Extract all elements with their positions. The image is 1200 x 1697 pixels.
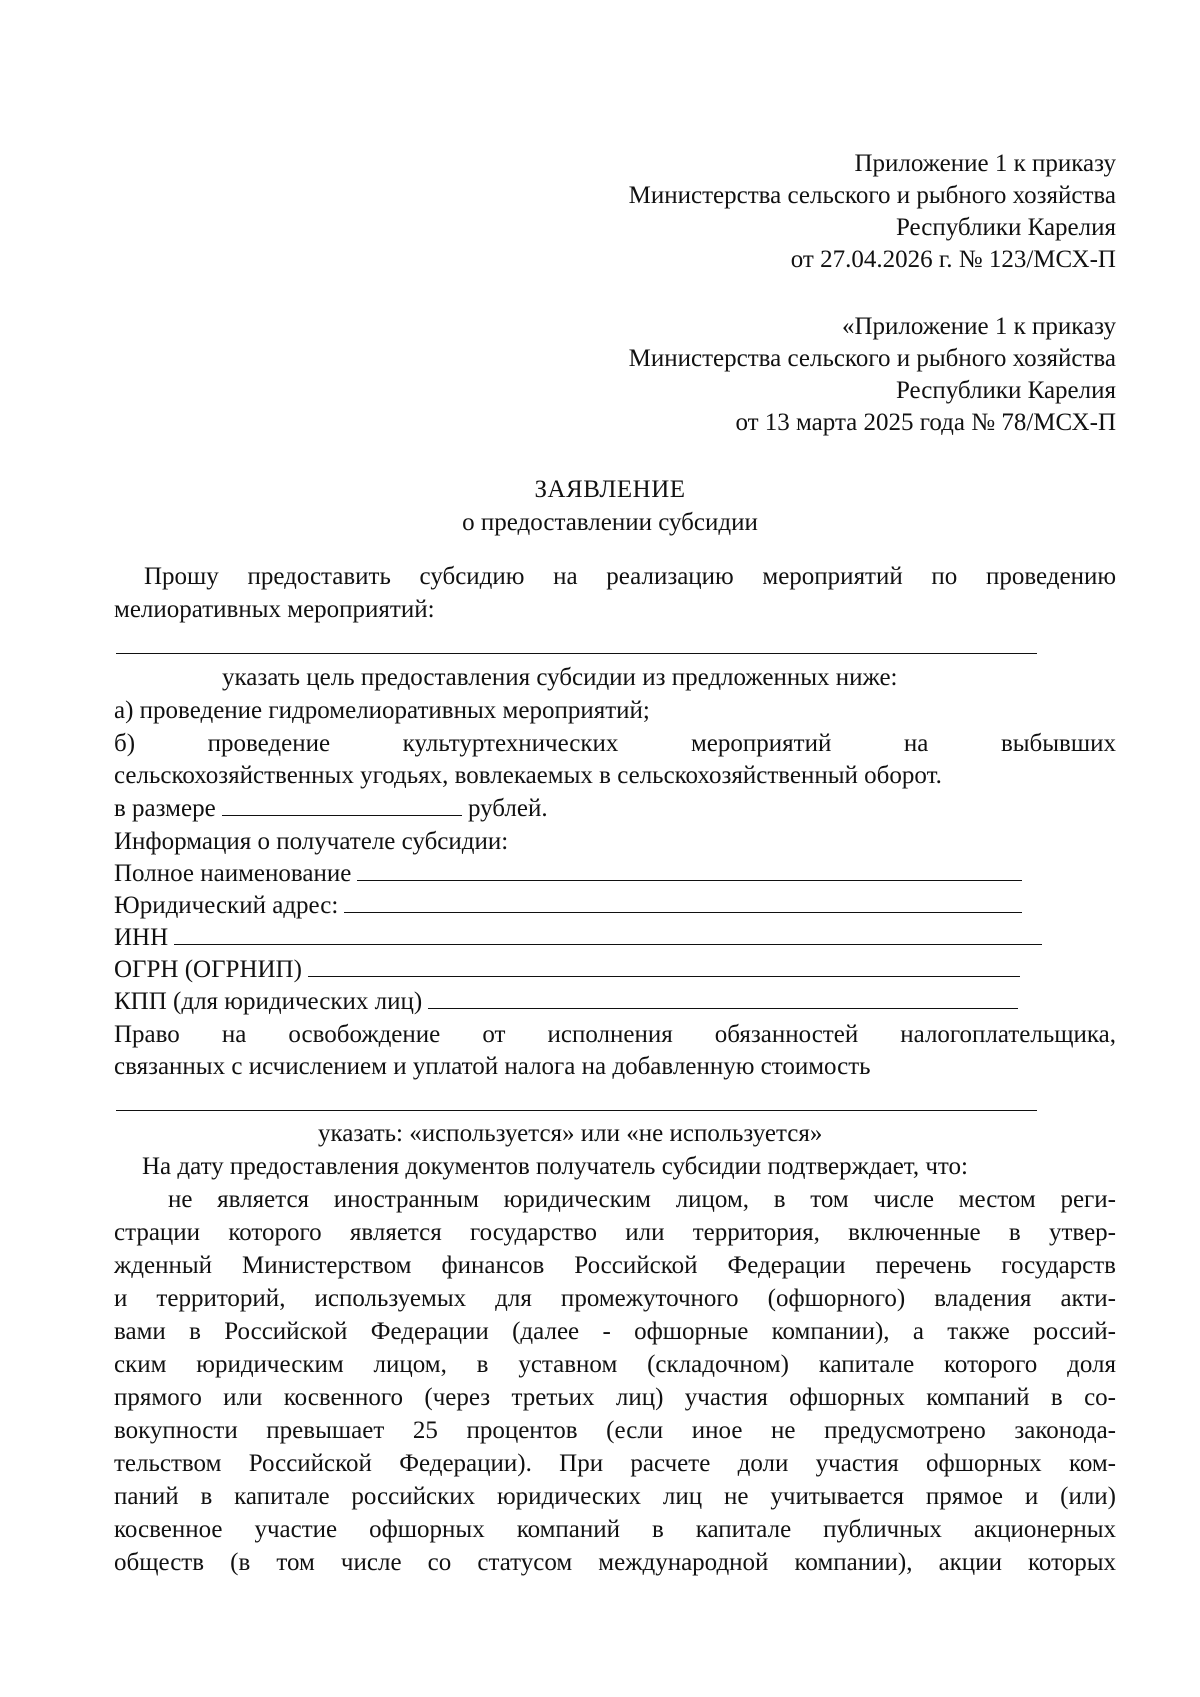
confirmation-line: обществ (в том числе со статусом международной компании), акции которых [114, 1549, 1116, 1576]
legal-address-row [114, 890, 1022, 922]
confirmation-line: и территорий, используемых для промежуточного (офшорного) владения акти- [114, 1285, 1116, 1312]
request-line1: Прошу предоставить субсидию на реализацию мероприятий по проведению [144, 563, 1116, 590]
header1-line3: Республики Карелия [895, 214, 1116, 241]
option-a: а) проведение гидромелиоративных мероприятий; [114, 697, 650, 724]
legal-address-blank [344, 890, 1022, 913]
option-b-line2: сельскохозяйственных угодьях, вовлекаемых в сельскохозяйственный оборот. [114, 762, 942, 789]
vat-hint: указать: «используется» или «не используется» [318, 1120, 823, 1147]
vat-line1: Право на освобождение от исполнения обязанностей налогоплательщика, [114, 1021, 1116, 1048]
confirmation-line: вокупности превышает 25 процентов (если иное не предусмотрено законода- [114, 1417, 1116, 1444]
full-name-label: Полное наименование [114, 860, 352, 887]
header2-line4: от 13 марта 2025 года № 78/МСХ-П [735, 409, 1116, 436]
amount-blank [222, 793, 462, 816]
kpp-row [114, 986, 1018, 1018]
confirmation-line: прямого или косвенного (через третьих лиц) участия офшорных компаний в со- [114, 1384, 1116, 1411]
header1-line1: Приложение 1 к приказу [854, 150, 1116, 177]
recipient-heading: Информация о получателе субсидии: [114, 828, 509, 855]
header2-line3: Республики Карелия [895, 377, 1116, 404]
full-name-blank [357, 858, 1022, 881]
document-subtitle: о предоставлении субсидии [462, 509, 758, 536]
confirmation-line: не является иностранным юридическим лицом, в том числе местом реги- [168, 1186, 1116, 1213]
amount-row [114, 793, 548, 825]
confirmation-line: жденный Министерством финансов Российской Федерации перечень государств [114, 1252, 1116, 1279]
full-name-row [114, 858, 1022, 890]
header2-line2: Министерства сельского и рыбного хозяйства [628, 345, 1116, 372]
kpp-blank [428, 986, 1018, 1009]
legal-address-label: Юридический адрес: [114, 892, 339, 919]
confirmation-line: паний в капитале российских юридических лиц не учитывается прямое и (или) [114, 1483, 1116, 1510]
inn-label: ИНН [114, 924, 169, 951]
inn-blank [174, 922, 1042, 945]
header1-line2: Министерства сельского и рыбного хозяйства [628, 182, 1116, 209]
ogrn-label: ОГРН (ОГРНИП) [114, 956, 302, 983]
purpose-hint: указать цель предоставления субсидии из предложенных ниже: [222, 664, 898, 691]
vat-line2: связанных с исчислением и уплатой налога на добавленную стоимость [114, 1053, 871, 1080]
ogrn-row [114, 954, 1020, 986]
ogrn-blank [308, 954, 1020, 977]
amount-unit: рублей. [467, 795, 548, 822]
inn-row [114, 922, 1042, 954]
request-line2: мелиоративных мероприятий: [114, 596, 435, 623]
option-b-line1: б) проведение культуртехнических мероприятий на выбывших [114, 730, 1116, 757]
purpose-blank [116, 653, 1037, 654]
amount-label: в размере [114, 795, 216, 822]
confirmation-line: страции которого является государство или территория, включенные в утвер- [114, 1219, 1116, 1246]
vat-blank [116, 1110, 1037, 1111]
confirmation-line: вами в Российской Федерации (далее - офшорные компании), а также россий- [114, 1318, 1116, 1345]
header2-line1: «Приложение 1 к приказу [841, 313, 1116, 340]
document-title: ЗАЯВЛЕНИЕ [534, 476, 686, 503]
confirmation-line: тельством Российской Федерации). При расчете доли участия офшорных ком- [114, 1450, 1116, 1477]
confirmation-intro: На дату предоставления документов получатель субсидии подтверждает, что: [142, 1153, 968, 1180]
kpp-label: КПП (для юридических лиц) [114, 988, 423, 1015]
header1-line4: от 27.04.2026 г. № 123/МСХ-П [790, 246, 1116, 273]
confirmation-line: ским юридическим лицом, в уставном (складочном) капитале которого доля [114, 1351, 1116, 1378]
confirmation-line: косвенное участие офшорных компаний в капитале публичных акционерных [114, 1516, 1116, 1543]
